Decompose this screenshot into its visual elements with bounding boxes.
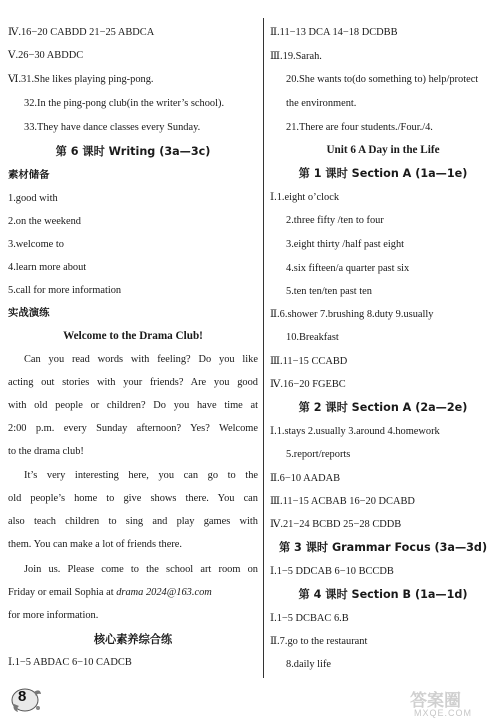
essay-title: Welcome to the Drama Club! [63, 330, 203, 342]
answer-line: 33.They have dance classes every Sunday. [24, 122, 201, 133]
answer-line: 20.She wants to(do something to) help/protect [286, 74, 479, 85]
material-item: 2.on the weekend [8, 216, 81, 227]
essay-line: them. You can make a lot of friends there. [8, 539, 182, 550]
section-heading: 核心素养综合练 [93, 633, 173, 646]
answer-line: Ⅱ.6.shower 7.brushing 8.duty 9.usually [270, 309, 434, 320]
answer-line: 8.daily life [286, 659, 332, 670]
answer-line: Ⅳ.21−24 BCBD 25−28 CDDB [270, 519, 402, 530]
answer-line: Ⅱ.11−13 DCA 14−18 DCDBB [270, 27, 398, 38]
essay-line: with old people or children? Do you have time at [8, 400, 258, 411]
answer-line: 5.ten ten/ten past ten [286, 286, 372, 297]
unit-title: Unit 6 A Day in the Life [326, 144, 440, 156]
section-heading: 第 6 课时 Writing (3a—3c) [55, 145, 211, 158]
answer-line: 5.report/reports [286, 449, 351, 460]
section-heading: 第 1 课时 Section A (1a—1e) [298, 167, 468, 180]
essay-line: to the drama club! [8, 446, 84, 457]
section-heading: 第 4 课时 Section B (1a—1d) [298, 588, 468, 601]
answer-line: Ⅳ.16−20 FGEBC [270, 379, 346, 390]
essay-line: for more information. [8, 610, 99, 621]
answer-line: Ⅵ.31.She likes playing ping-pong. [8, 74, 154, 85]
page-number-badge-icon [10, 682, 44, 716]
subsection-heading: 实战演练 [8, 307, 50, 319]
subsection-heading: 素材储备 [8, 169, 50, 181]
material-item: 4.learn more about [8, 262, 87, 273]
answer-line: 10.Breakfast [286, 332, 339, 343]
answer-line: 2.three fifty /ten to four [286, 215, 384, 226]
answer-line: Ⅰ.1−5 DDCAB 6−10 BCCDB [270, 566, 394, 577]
email-address: drama 2024@163.com [116, 587, 212, 598]
answer-line: Ⅰ.1−5 DCBAC 6.B [270, 613, 349, 624]
answer-line: 3.eight thirty /half past eight [286, 239, 405, 250]
material-item: 3.welcome to [8, 239, 64, 250]
answer-line: 21.There are four students./Four./4. [286, 122, 433, 133]
answer-line: Ⅱ.7.go to the restaurant [270, 636, 368, 647]
answer-line: Ⅲ.11−15 ACBAB 16−20 DCABD [270, 496, 415, 507]
essay-line: Can you read words with feeling? Do you like [24, 354, 258, 365]
essay-line: old people’s home to give shows there. You can [8, 493, 258, 504]
answer-line: 32.In the ping-pong club(in the writer’s school). [24, 98, 225, 109]
section-heading: 第 2 课时 Section A (2a—2e) [298, 401, 468, 414]
answer-line: 4.six fifteen/a quarter past six [286, 263, 410, 274]
answer-line: Ⅰ.1.eight o’clock [270, 192, 340, 203]
answer-line: Ⅰ.1.stays 2.usually 3.around 4.homework [270, 426, 440, 437]
essay-line: 2:00 p.m. every Sunday afternoon? Yes? Welcome [8, 423, 258, 434]
column-divider [263, 18, 264, 678]
answer-line: Ⅰ.1−5 ABDAC 6−10 CADCB [8, 657, 132, 668]
answer-line: Ⅴ.26−30 ABDDC [8, 50, 84, 61]
answer-line: Ⅱ.6−10 AADAB [270, 473, 341, 484]
page-number: 8 [18, 688, 27, 705]
answer-line: Ⅳ.16−20 CABDD 21−25 ABDCA [8, 27, 155, 38]
essay-line: Friday or email Sophia at drama 2024@163.com [8, 587, 212, 598]
watermark-cn-text: 答案圈 [410, 691, 461, 711]
essay-line: Join us. Please come to the school art room on [24, 564, 258, 575]
essay-line: It’s very interesting here, you can go to the [24, 470, 258, 481]
section-heading: 第 3 课时 Grammar Focus (3a—3d) [278, 541, 488, 554]
answer-line: the environment. [286, 98, 357, 109]
material-item: 5.call for more information [8, 285, 122, 296]
watermark-text: MXQE.COM [414, 708, 473, 718]
essay-line: acting out stories with your friends? Are you good [8, 377, 258, 388]
essay-line: also teach children to sing and play games with [8, 516, 258, 527]
answer-line: Ⅲ.11−15 CCABD [270, 356, 348, 367]
material-item: 1.good with [8, 193, 58, 204]
answer-line: Ⅲ.19.Sarah. [270, 51, 322, 62]
